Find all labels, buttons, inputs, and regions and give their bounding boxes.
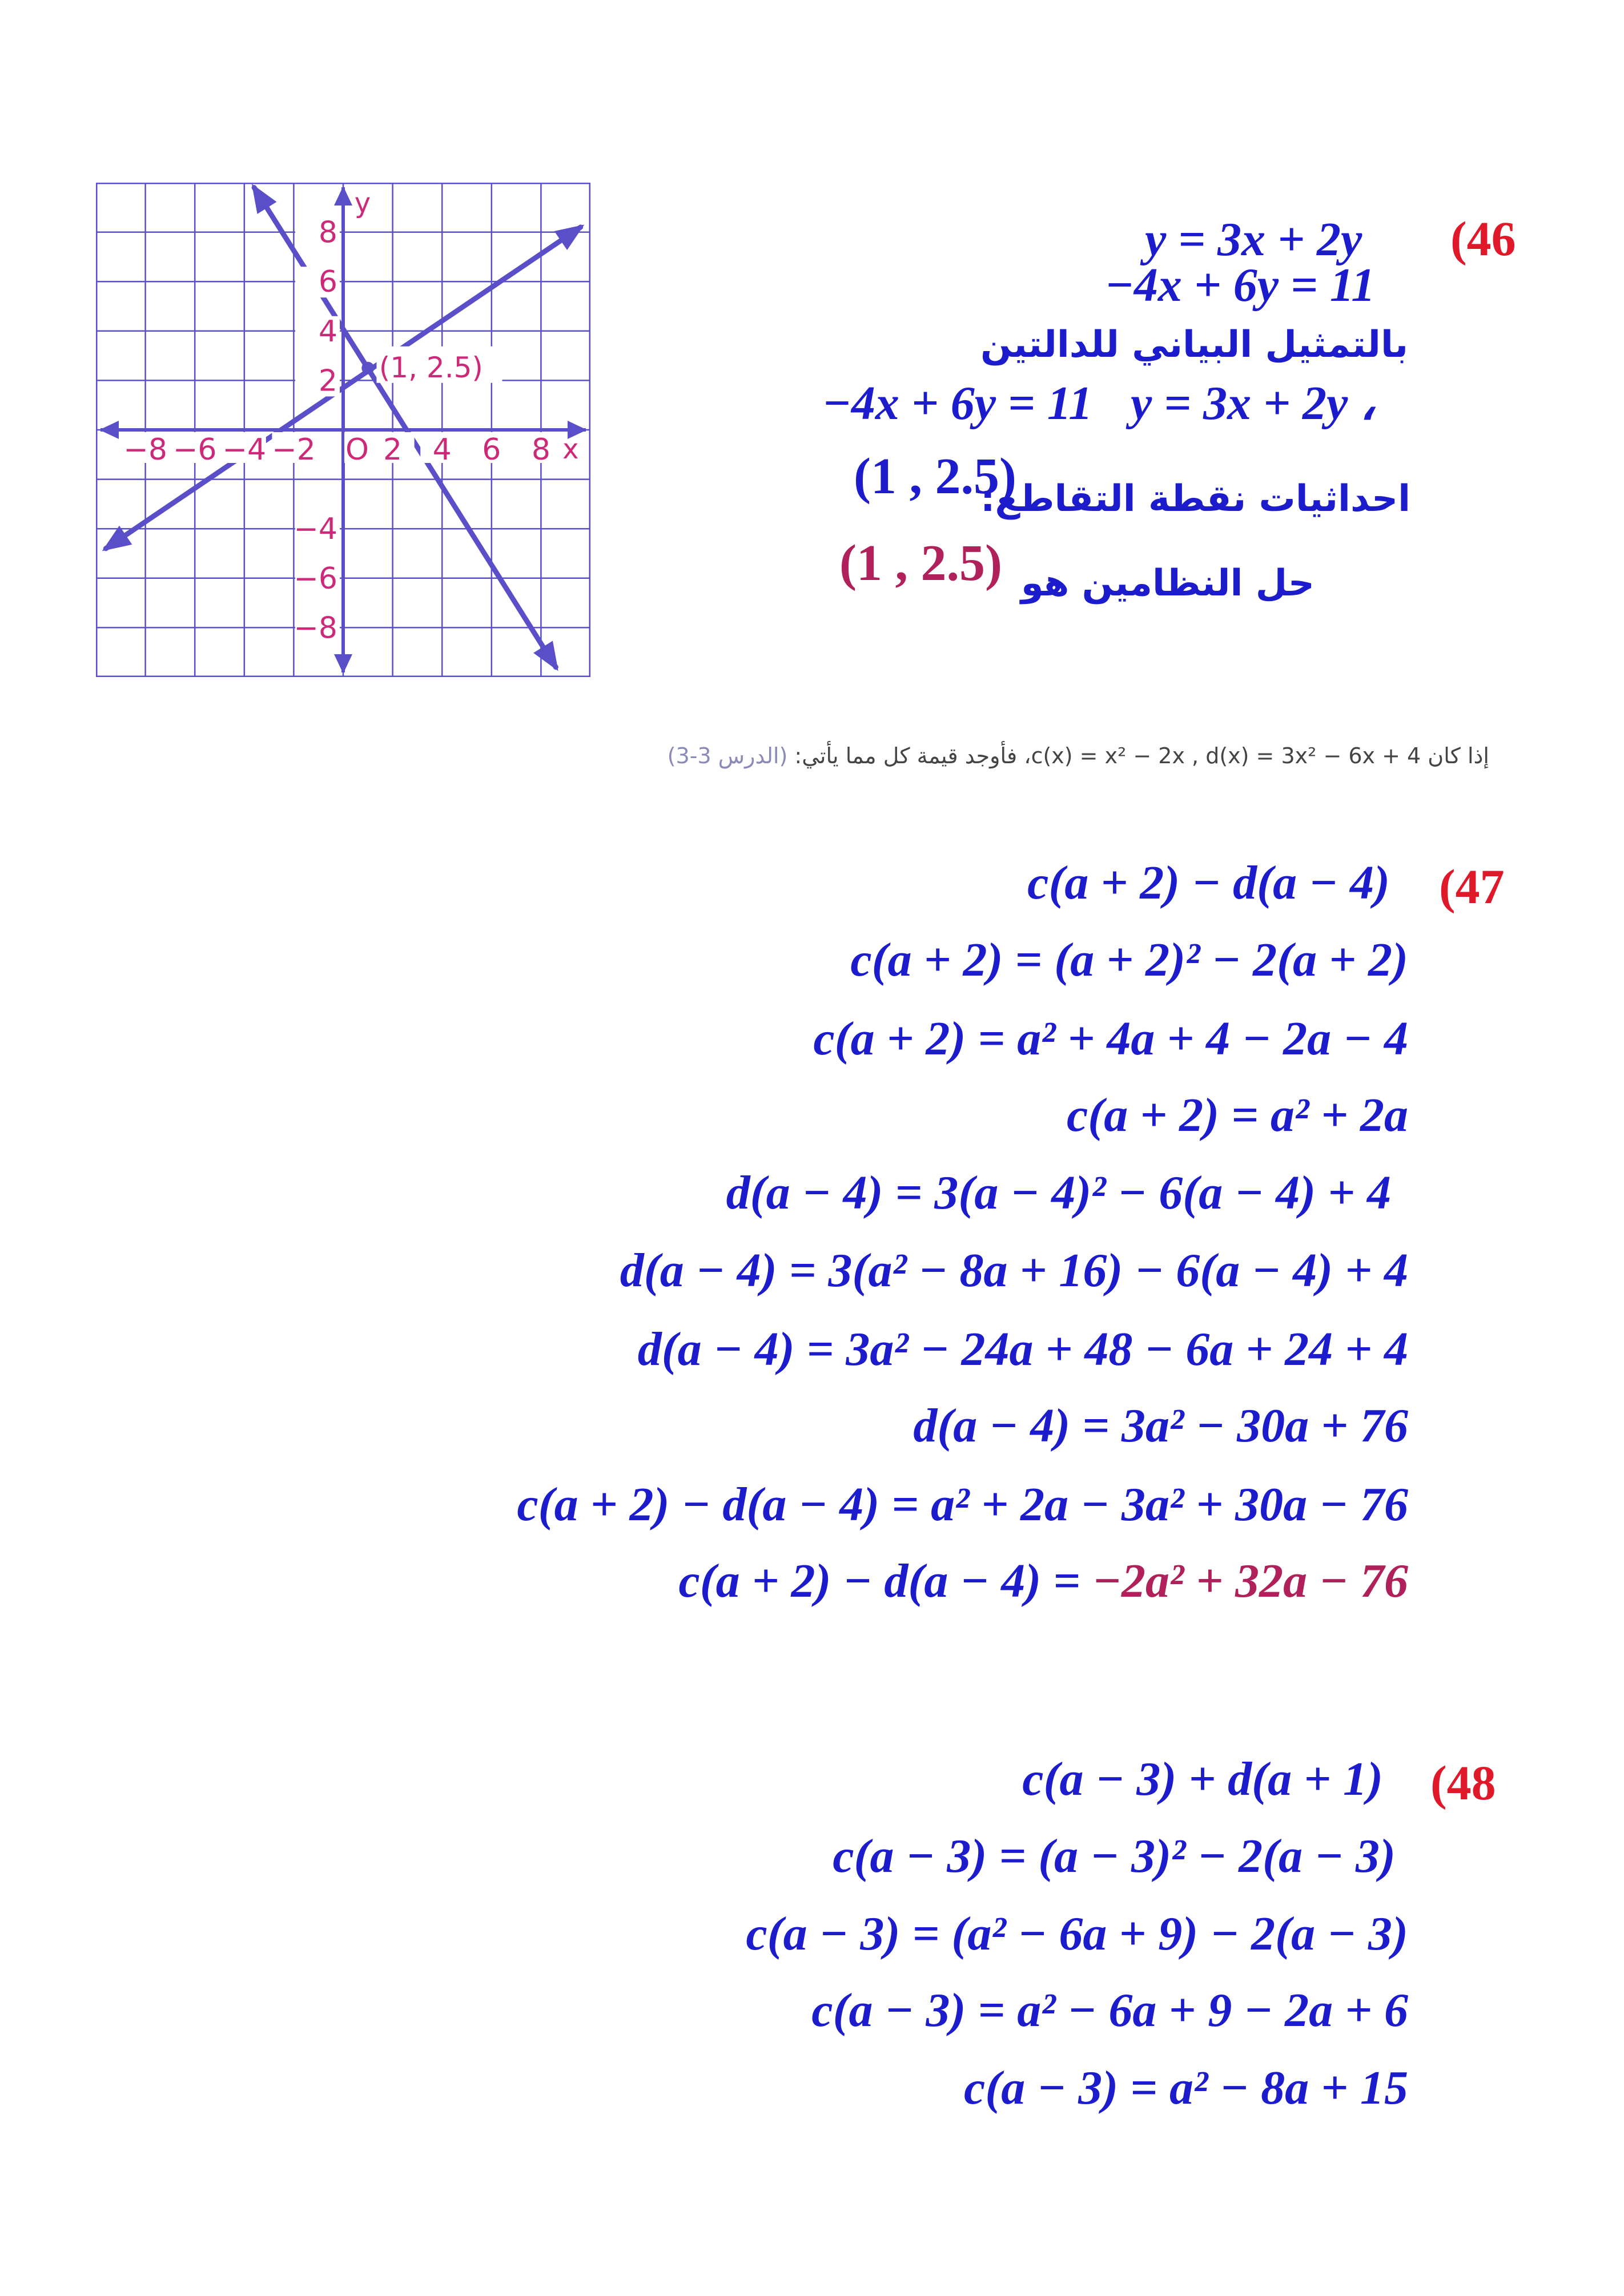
problem-47-final-lhs: c(a + 2) − d(a − 4) = (678, 1554, 1081, 1608)
problem-47-number: (47 (1439, 859, 1505, 914)
graph-canvas (96, 183, 590, 677)
intersection-point-label: (1, 2.5) (379, 351, 483, 384)
y-tick-label: 4 (318, 314, 337, 349)
problem-46-eq2: −4x + 6y = 11 (1105, 259, 1376, 312)
y-tick-label: −4 (294, 512, 337, 547)
problem-47-line-4: c(a + 2) = a² + 2a (1066, 1089, 1408, 1142)
y-tick-label: −6 (294, 561, 337, 596)
problem-47-line-3: c(a + 2) = a² + 4a + 4 − 2a − 4 (813, 1012, 1408, 1065)
problem-47-line-2: c(a + 2) = (a + 2)² − 2(a + 2) (850, 933, 1408, 986)
y-tick-label: 2 (318, 364, 337, 398)
intersection-point-marker (361, 362, 374, 374)
problem-47-line-1: c(a + 2) − d(a − 4) (1027, 856, 1390, 909)
x-tick-label: 4 (432, 433, 452, 467)
x-tick-label: 6 (482, 433, 501, 467)
origin-label: O (345, 433, 369, 467)
problem-46-func2: −4x + 6y = 11 (822, 377, 1093, 430)
x-tick-label: 8 (531, 433, 550, 467)
problem-47-final-rhs: −2a² + 32a − 76 (1092, 1554, 1408, 1608)
x-tick-label: −6 (172, 433, 217, 467)
problem-46-intersection-point: (1 , 2.5) (854, 448, 1016, 505)
problem-48-line-5: c(a − 3) = a² − 8a + 15 (964, 2061, 1408, 2114)
y-tick-label: 8 (318, 215, 337, 250)
instruction-line (668, 745, 1489, 767)
problem-46-intersection-label: احداثيات نقطة التقاطع: (980, 478, 1410, 520)
y-axis-label: y (354, 187, 371, 219)
problem-46-solution-point: (1 , 2.5) (839, 535, 1002, 591)
problem-47-line-6: d(a − 4) = 3(a² − 8a + 16) − 6(a − 4) + 4 (620, 1244, 1408, 1297)
problem-48-line-2: c(a − 3) = (a − 3)² − 2(a − 3) (833, 1830, 1396, 1883)
y-tick-label: −8 (294, 611, 337, 646)
problem-47-line-9: c(a + 2) − d(a − 4) = a² + 2a − 3a² + 30a − 76 (517, 1478, 1408, 1531)
x-tick-label: −2 (272, 433, 316, 467)
problem-47-line-8: d(a − 4) = 3a² − 30a + 76 (913, 1399, 1408, 1452)
coordinate-graph (96, 183, 590, 677)
problem-47-line-5: d(a − 4) = 3(a − 4)² − 6(a − 4) + 4 (726, 1166, 1391, 1219)
lesson-reference: (الدرس 3-3) (667, 743, 788, 768)
x-tick-label: −8 (123, 433, 167, 467)
instruction-text: إذا كان c(x) = x² − 2x , d(x) = 3x² − 6x + 4، فأوجد قيمة كل مما يأتي: (794, 743, 1489, 768)
problem-48-number: (48 (1430, 1755, 1496, 1810)
x-tick-label: 2 (383, 433, 403, 467)
problem-48-line-1: c(a − 3) + d(a + 1) (1022, 1753, 1383, 1806)
y-tick-label: 6 (318, 265, 337, 300)
problem-46-number: (46 (1450, 211, 1516, 266)
x-axis-label: x (562, 433, 579, 465)
problem-48-line-3: c(a − 3) = (a² − 6a + 9) − 2(a − 3) (746, 1907, 1408, 1960)
problem-47-line-7: d(a − 4) = 3a² − 24a + 48 − 6a + 24 + 4 (637, 1323, 1408, 1376)
problem-46-solution-label: حل النظامين هو (1020, 562, 1315, 605)
problem-48-line-4: c(a − 3) = a² − 6a + 9 − 2a + 6 (811, 1984, 1408, 2037)
problem-47-final (678, 1554, 1408, 1608)
problem-46-graph-text: بالتمثيل البياني للدالتين (980, 324, 1408, 366)
x-tick-label: −4 (222, 433, 267, 467)
problem-46-eq1: y = 3x + 2y (1145, 213, 1362, 266)
problem-46-func1: y = 3x + 2y ، (1131, 377, 1376, 430)
